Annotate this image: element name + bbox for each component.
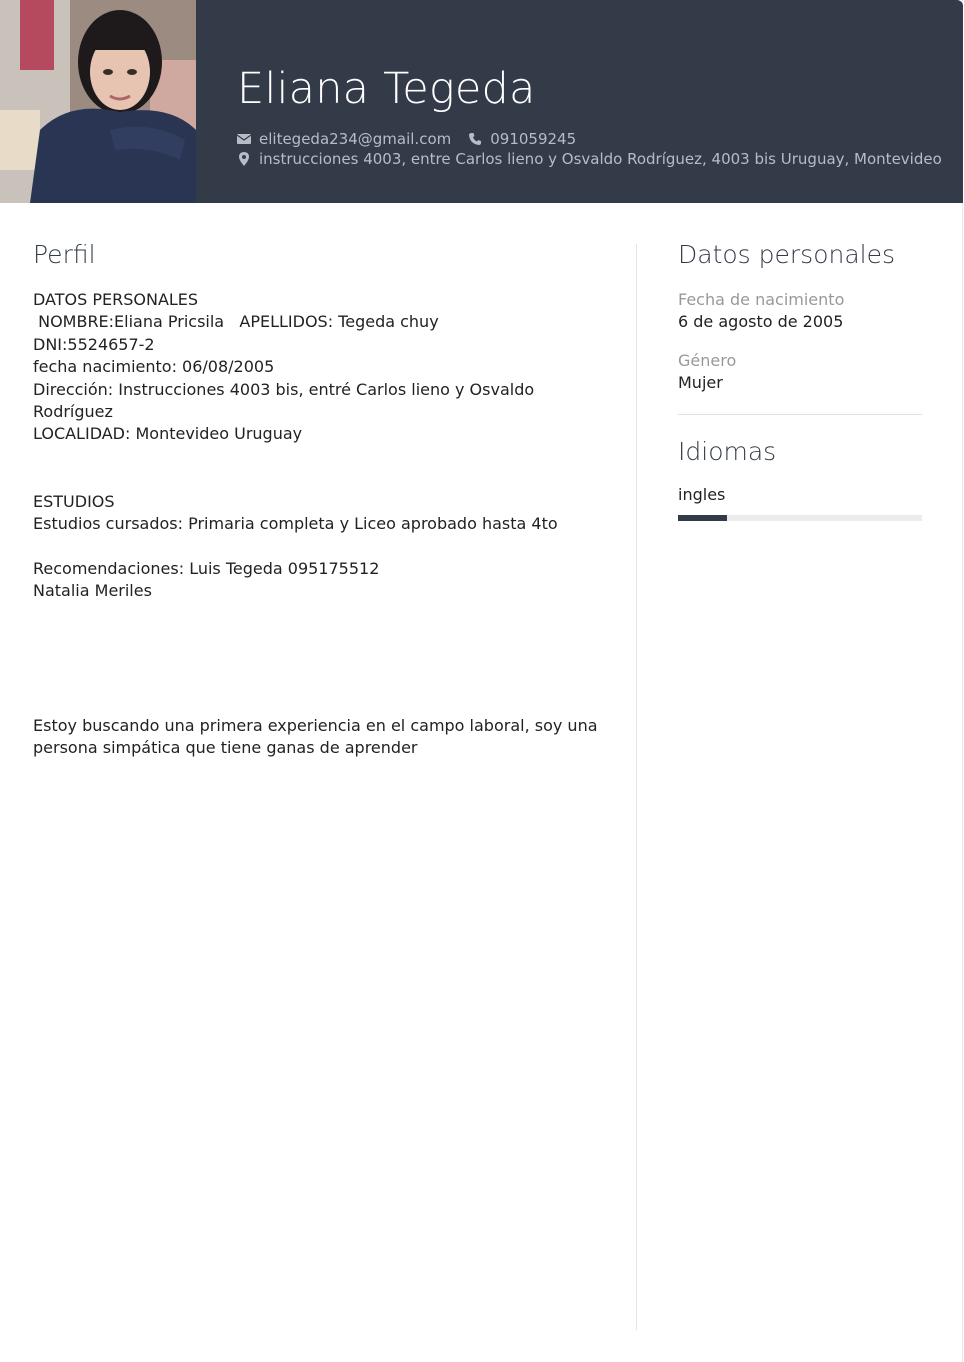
address-text: instrucciones 4003, entre Carlos lieno y Osvaldo Rodríguez, 4003 bis Uruguay, Montevideo (259, 150, 942, 168)
languages-title: Idiomas (678, 437, 777, 466)
sidebar (678, 240, 922, 521)
section-divider (678, 414, 922, 415)
gender-value: Mujer (678, 373, 723, 392)
gender-label: Género (678, 351, 737, 370)
profile-section (33, 240, 603, 760)
profile-text: DATOS PERSONALES NOMBRE:Eliana Pricsila APELLIDOS: Tegeda chuy DNI:5524657-2 fecha nacimiento: 06/08/2005 Dirección: Instrucciones 4003 bis, entré Carlos lieno y Osvaldo Rodríguez LOCALIDAD: Montevideo Uruguay ESTUDIOS Estudios cursados: Primaria completa y Liceo aprobado hasta 4to Recomendaciones: Luis Tegeda 095175512 Natalia Meriles Estoy buscando una primera experiencia en el campo laboral, soy una persona simpática que tiene ganas de aprender (33, 290, 598, 758)
birth-date-label: Fecha de nacimiento (678, 290, 845, 309)
phone-number[interactable]: 091059245 (490, 130, 577, 148)
phone-icon (468, 132, 482, 146)
personal-data-title: Datos personales (678, 240, 896, 269)
candidate-name: Eliana Tegeda (237, 64, 536, 114)
contact-row (237, 130, 576, 148)
language-level-fill (678, 515, 727, 521)
email-link[interactable]: elitegeda234@gmail.com (259, 130, 452, 148)
language-name: ingles (678, 485, 726, 504)
envelope-icon (237, 132, 251, 146)
column-divider (636, 244, 637, 1330)
resume-header (0, 0, 963, 203)
language-level-bar (678, 515, 922, 521)
profile-title: Perfil (33, 240, 96, 269)
profile-photo-image (0, 0, 196, 203)
address-row (237, 150, 942, 168)
birth-date-value: 6 de agosto de 2005 (678, 312, 844, 331)
profile-photo (0, 0, 196, 203)
map-marker-icon (237, 152, 251, 166)
